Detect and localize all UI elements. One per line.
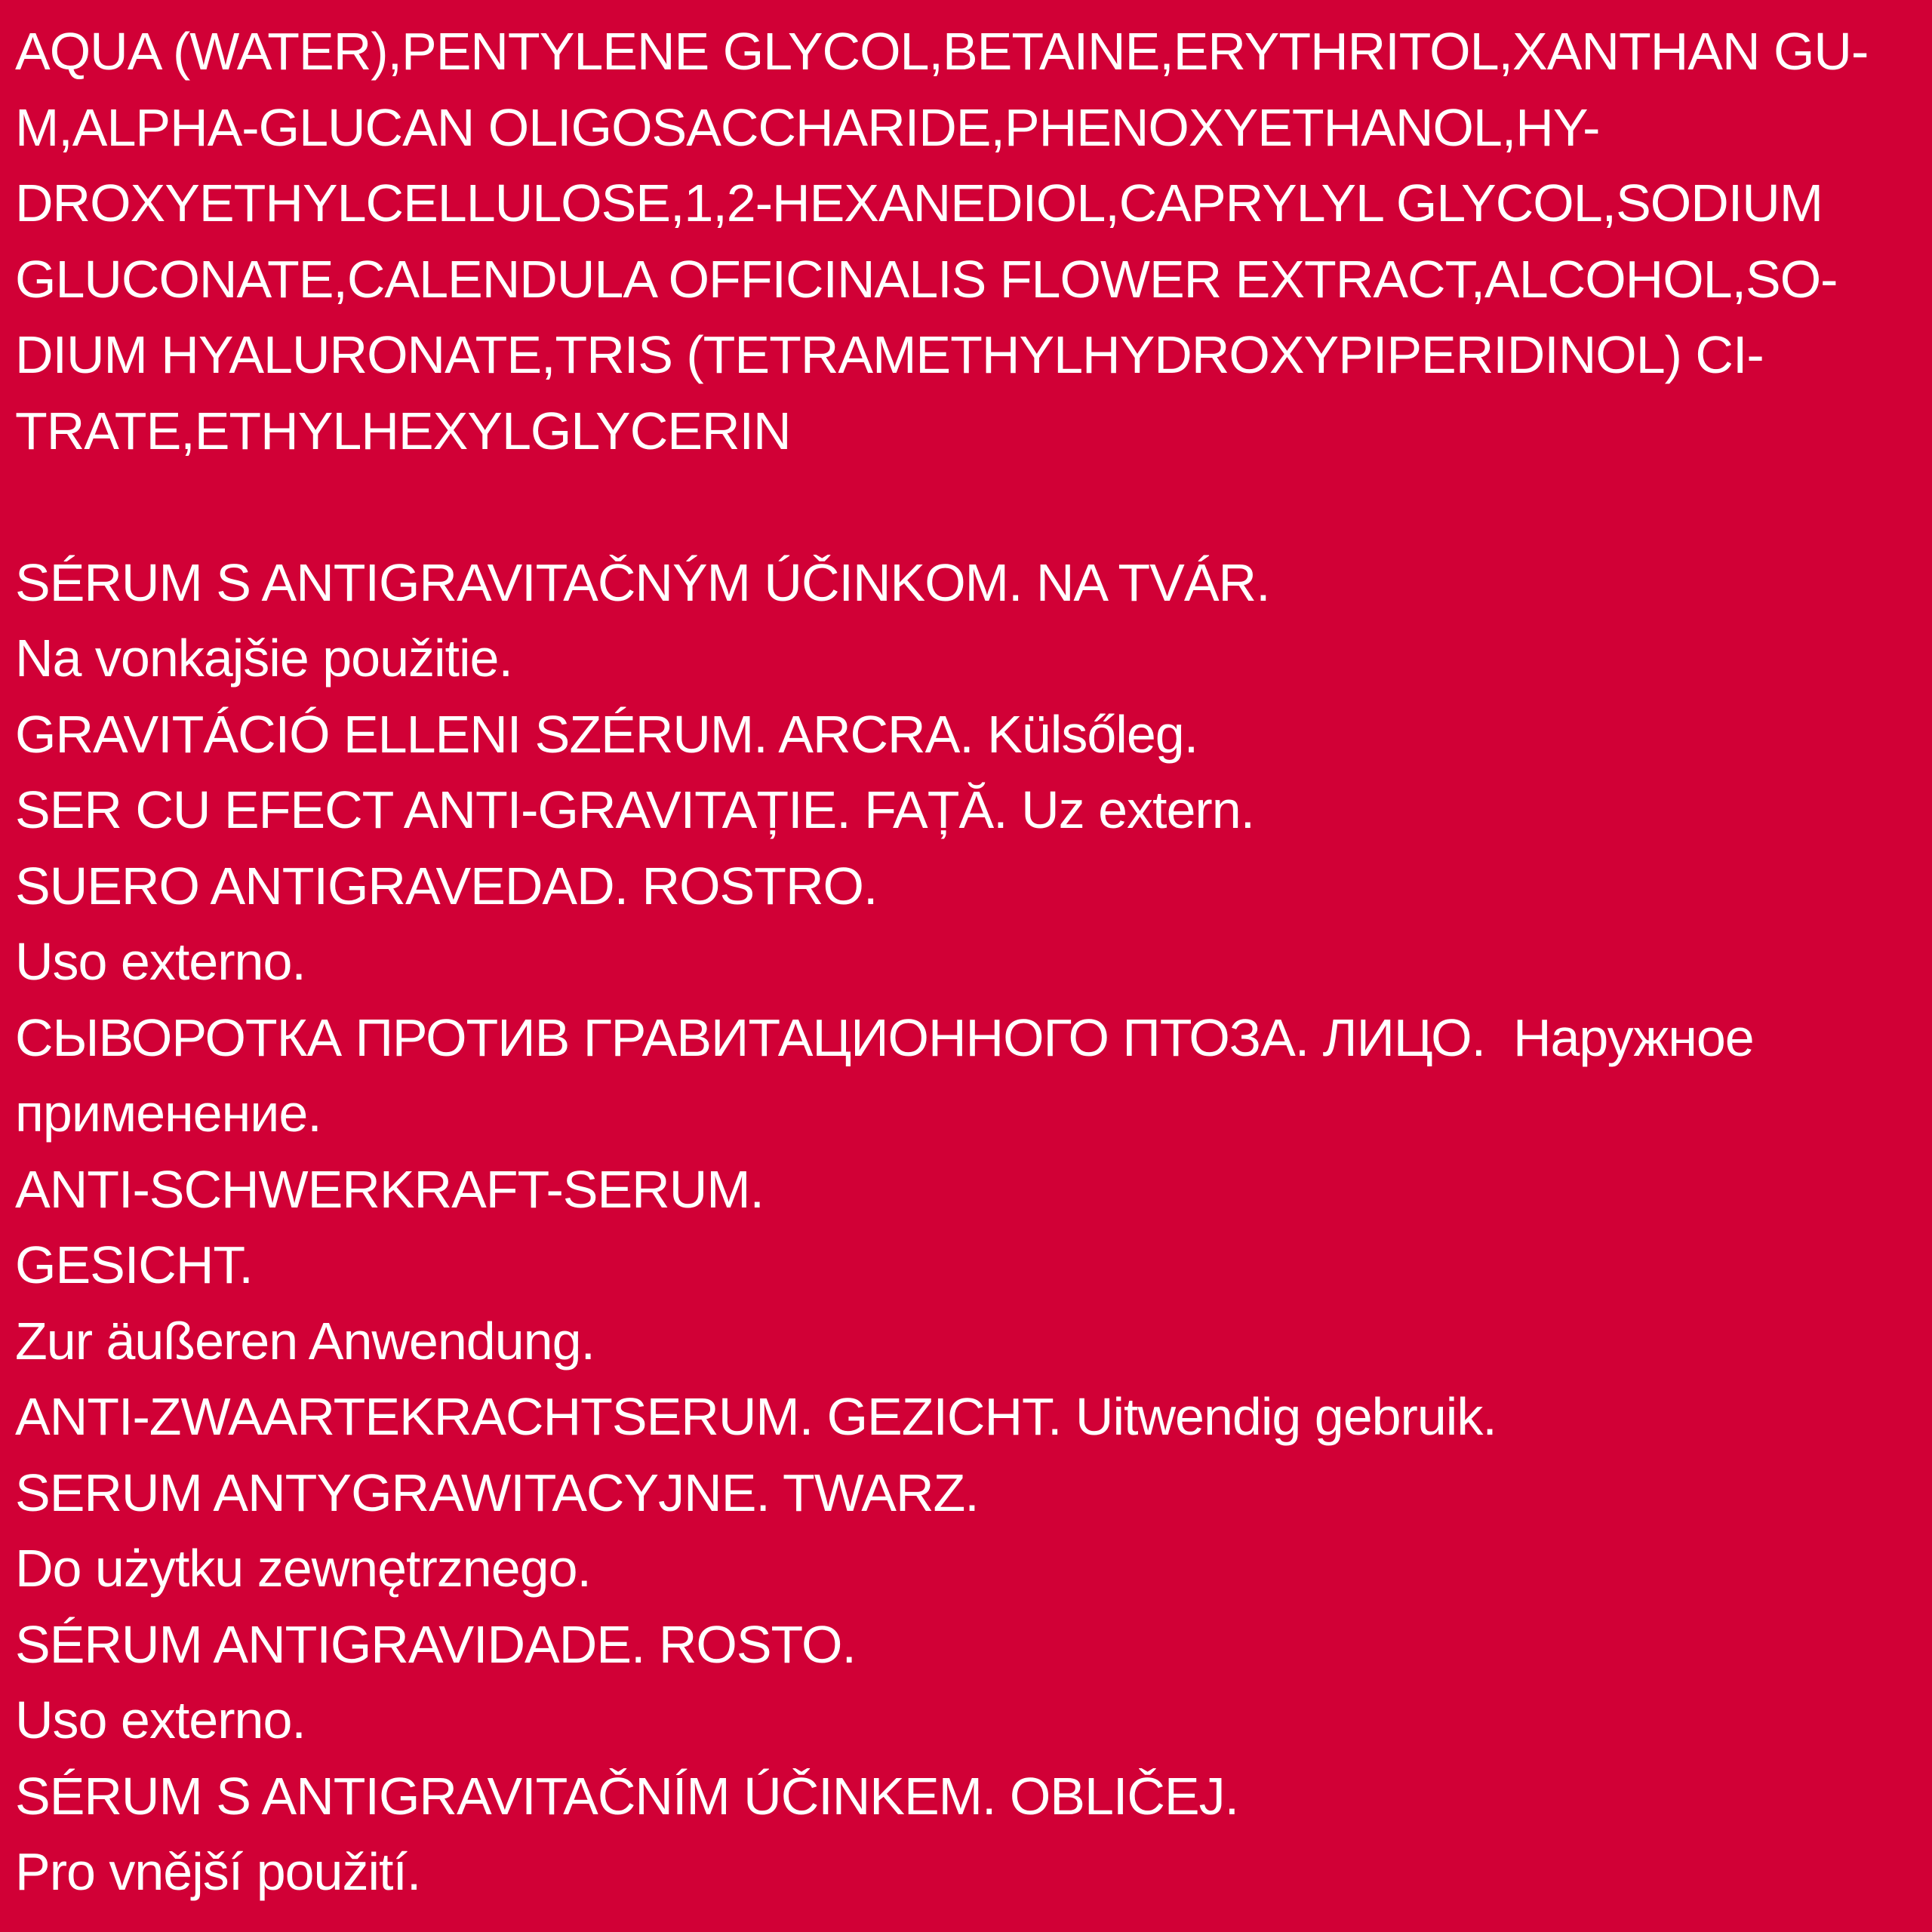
ingredients-line: TRATE,ETHYLHEXYLGLYCERIN [15, 401, 791, 460]
paragraph-gap [15, 469, 1917, 545]
translation-line-hu: GRAVITÁCIÓ ELLENI SZÉRUM. ARCRA. Külsőleg. [15, 704, 1198, 764]
translation-line-pt-usage: Uso externo. [15, 1690, 306, 1749]
translation-line-pl-title: SERUM ANTYGRAWITACYJNE. TWARZ. [15, 1463, 979, 1522]
translation-line-cs-usage: Pro vnější použití. [15, 1842, 421, 1901]
translation-line-nl: ANTI-ZWAARTEKRACHTSERUM. GEZICHT. Uitwendig gebruik. [15, 1387, 1497, 1446]
translation-line-es-usage: Uso externo. [15, 932, 306, 991]
translation-line-cs-title: SÉRUM S ANTIGRAVITAČNÍM ÚČINKEM. OBLIČEJ. [15, 1766, 1239, 1826]
translation-line-pl-usage: Do użytku zewnętrznego. [15, 1539, 591, 1598]
translation-line-de-title: ANTI-SCHWERKRAFT-SERUM. [15, 1159, 764, 1219]
ingredients-line: AQUA (WATER),PENTYLENE GLYCOL,BETAINE,ERYTHRITOL,XANTHAN GU- [15, 22, 1869, 81]
translation-line-de-usage: Zur äußeren Anwendung. [15, 1311, 595, 1371]
translation-line-de-face: GESICHT. [15, 1235, 253, 1294]
translation-line-es-title: SUERO ANTIGRAVEDAD. ROSTRO. [15, 856, 878, 915]
translation-line-ru-title: СЫВОРОТКА ПРОТИВ ГРАВИТАЦИОННОГО ПТОЗА. ЛИЦО. Наружное [15, 1008, 1754, 1067]
translations-block [15, 545, 1917, 1910]
product-label-text [15, 14, 1917, 1910]
translation-line-pt-title: SÉRUM ANTIGRAVIDADE. ROSTO. [15, 1614, 856, 1674]
ingredients-block [15, 14, 1917, 469]
translation-line-ro: SER CU EFECT ANTI-GRAVITAȚIE. FAȚĂ. Uz extern. [15, 780, 1255, 839]
translation-line-sk-usage: Na vonkajšie použitie. [15, 629, 512, 688]
ingredients-line: DROXYETHYLCELLULOSE,1,2-HEXANEDIOL,CAPRYLYL GLYCOL,SODIUM [15, 174, 1823, 232]
ingredients-line: M,ALPHA-GLUCAN OLIGOSACCHARIDE,PHENOXYETHANOL,HY- [15, 97, 1600, 157]
ingredients-line: DIUM HYALURONATE,TRIS (TETRAMETHYLHYDROXYPIPERIDINOL) CI- [15, 325, 1764, 384]
ingredients-line: GLUCONATE,CALENDULA OFFICINALIS FLOWER EXTRACT,ALCOHOL,SO- [15, 249, 1838, 309]
translation-line-sk-title: SÉRUM S ANTIGRAVITAČNÝM ÚČINKOM. NA TVÁR. [15, 552, 1270, 612]
translation-line-ru-usage: применение. [15, 1084, 321, 1143]
